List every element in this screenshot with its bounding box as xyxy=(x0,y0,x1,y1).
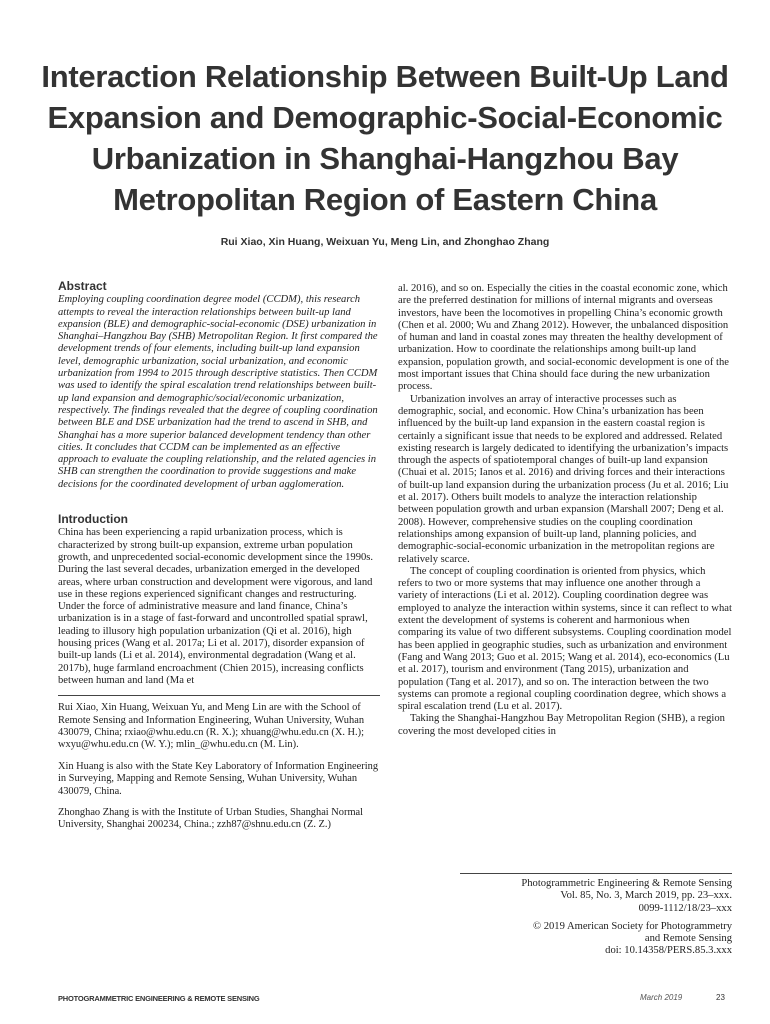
title-line: Metropolitan Region of Eastern China xyxy=(113,182,657,217)
footer-date: March 2019 xyxy=(640,993,683,1002)
abstract-text: Employing coupling coordination degree model (CCDM), this research attempts to reveal the interaction relationships between built-up land expansion (BLE) and demographic-social-economic (DSE) urbanization in Shanghai–Hangzhou Bay (SHB) Metropolitan Region. It first compared the development trends of four elements, including built-up land expansion level, demographic urbanization, social urbanization, and economic urbanization from 1994 to 2015 through descriptive statistics. Then CCDM was used to identify the spiral escalation trend relationships between built-up land expansion and demographic/social/economic urbanization, respectively. The findings revealed that the degree of coupling coordination between BLE and DSE urbanization had the trend to ascend in SHB, and Shanghai has a more superior balanced development tendency than other cities. It concludes that CCDM can be implemented as an effective approach to evaluate the coupling relationship, and the related agencies in SHB can strengthen the coordination to provide suggestions and make decisions for the coordinated development of urban agglomeration. xyxy=(58,294,378,490)
affiliation-paragraph: Rui Xiao, Xin Huang, Weixuan Yu, and Meng Lin are with the School of Remote Sensing and Information Engineering, Wuhan University, Wuhan 430079, China; rxiao@whu.edu.cn (R. X.); xhuang@whu.edu.cn (X. H.); wxyu@whu.edu.cn (W. Y.); mlin_@whu.edu.cn (M. Lin). xyxy=(58,702,365,751)
issn: 0099-1112/18/23–xxx xyxy=(638,902,732,914)
footnote-divider xyxy=(58,695,380,696)
paper-title xyxy=(40,56,730,220)
affiliation-paragraph: Zhonghao Zhang is with the Institute of Urban Studies, Shanghai Normal University, Shanghai 200234, China.; zzh87@shnu.edu.cn (Z. Z.) xyxy=(58,807,364,831)
copyright: © 2019 American Society for Photogrammetry xyxy=(533,920,732,932)
introduction-text: China has been experiencing a rapid urbanization process, which is characterized by strong built-up expansion, extreme urban population growth, and unprecedented social-economic development since the 1990s. During the last several decades, urbanization emerged in the developed areas, where urban construction and development were vigorous, and land use in these regions experienced significant changes and restructuring. Under the force of administrative measure and land finance, China’s urbanization is in a stage of fast-forward and uncontrolled spatial sprawl, leading to illusory high population urbanization (Qi et al. 2016), high housing prices (Wang et al. 2017a; Li et al. 2017), disorder expansion of built-up lands (Li et al. 2014), environmental degradation (Wang et al. 2017b), huge farmland encroachment (Chien 2015), increasing conflicts between human and land (Ma et xyxy=(58,527,374,686)
affiliation-paragraph: Xin Huang is also with the State Key Laboratory of Information Engineering in Surveying, Mapping and Remote Sensing, Wuhan University, Wuhan 430079, China. xyxy=(58,760,379,797)
introduction-heading: Introduction xyxy=(58,512,128,527)
title-line: Urbanization in Shanghai-Hangzhou Bay xyxy=(91,141,679,176)
right-column xyxy=(398,283,732,738)
body-paragraph: al. 2016), and so on. Especially the cities in the coastal economic zone, which are the preferred destination for millions of internal migrants and overseas investors, have been the locomotives in propelling China’s economic growth (Chen et al. 2000; Wu and Zhang 2012). However, the unbalanced disposition of human and land in coastal zones may threaten the healthy development of urbanization. How to coordinate the relationships among built-up land expansion, population growth, and social-economic development is one of the most important issues that China should face during the new urbanization process. xyxy=(398,283,729,393)
abstract-heading: Abstract xyxy=(58,279,107,293)
page-number: 23 xyxy=(716,993,725,1002)
title-line: Interaction Relationship Between Built-Up Land xyxy=(41,59,729,94)
body-paragraph: The concept of coupling coordination is oriented from physics, which refers to two or more systems that may influence one another through a variety of interactions (Li et al. 2012). Coupling coordination degree was employed to analyze the interaction within systems, since it can reflect to what extent the development of systems is coherent and harmonious when comparing its value of two different subsystems. Coupling coordination model has been applied in geographic studies, such as urbanization and environment (Fang and Wang 2013; Guo et al. 2015; Wang et al. 2014), eco-economics (Lu et al. 2017), tourism and environment (Tang 2015), urbanization and population (Tang et al. 2017), and so on. The interaction between the two systems can promote a regional coupling coordination degree, which shows a spiral escalation trend (Lu et al. 2017). xyxy=(398,565,732,713)
left-column xyxy=(58,280,380,841)
title-line: Expansion and Demographic-Social-Economic xyxy=(47,100,723,135)
journal-name: Photogrammetric Engineering & Remote Sensing xyxy=(521,878,732,889)
body-paragraph: Urbanization involves an array of interactive processes such as demographic, social, and economic. How China’s urbanization has been influenced by the built-up land expansion in the eastern coastal region is certainly a significant issue that needs to be explored and addressed. Related existing research is largely dedicated to identifying the urbanization’s impacts through the aspects of spatiotemporal changes of built-up land expansion (Chuai et al. 2015; Ianos et al. 2016) and driving forces and their interactions of built-up land expansion during the urbanization process (Ju et al. 2016; Liu et al. 2017). Others built models to analyze the interaction relationship between population growth and urban expansion (Marshall 2007; Deng et al. 2008). However, comprehensive studies on the coupling coordination relationships among expansion of built-up land, planning policies, and demographic-social-economic urbanization in the metropolitan regions are relatively scarce. xyxy=(398,393,729,565)
volume-info: Vol. 85, No. 3, March 2019, pp. 23–xxx. xyxy=(560,890,732,902)
footer-journal: PHOTOGRAMMETRIC ENGINEERING & REMOTE SENSING xyxy=(58,994,260,1003)
doi: doi: 10.14358/PERS.85.3.xxx xyxy=(605,945,732,957)
author-list: Rui Xiao, Xin Huang, Weixuan Yu, Meng Lin, and Zhonghao Zhang xyxy=(220,236,550,248)
body-paragraph: Taking the Shanghai-Hangzhou Bay Metropolitan Region (SHB), a region covering the most developed cities in xyxy=(398,713,725,737)
copyright: and Remote Sensing xyxy=(644,933,732,945)
publication-info xyxy=(460,873,732,958)
affiliations xyxy=(58,702,380,832)
